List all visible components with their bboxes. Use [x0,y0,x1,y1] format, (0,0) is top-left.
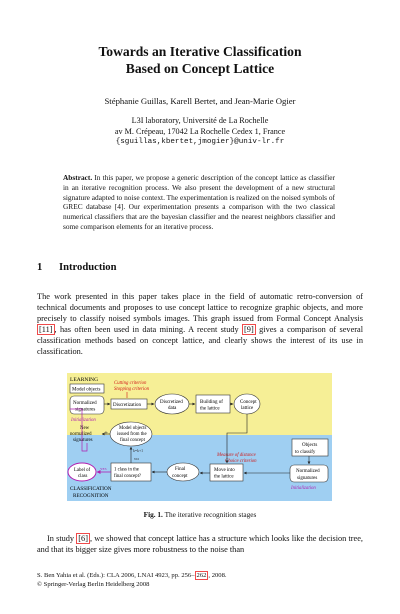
citation-link-9[interactable]: [9] [244,325,254,335]
model-objects-text: Model objects [72,387,101,393]
intro-text-1: The work presented in this paper takes place in the field of automatic retro-conversion of technical documents and proposes to use concept lattice to recognize graphic objects, and more precisely to classify noised symbols images. This graph issued from Formal Concept Analysis [37,292,363,324]
paper-title-line1: Towards an Iterative Classification [98,44,302,59]
classification-label-line2: RECOGNITION [73,493,109,499]
learning-label: LEARNING [70,377,99,383]
footer-year: , 2008. [208,572,227,579]
final-concept-line2: concept [172,474,188,479]
section-title: Introduction [59,262,117,273]
citation-link-11[interactable]: [11] [39,325,53,335]
measure-distance-label: Measure of distance [217,453,256,458]
abstract-text: In this paper, we propose a generic description of the concept lattice as classifier in an iterative recognition process. We also present the development of a new structural signature adapted to noise context. The experimentation is realized on the noised symbols of GREC database [4]. Our experimentation presents a comparison with the two classical numerical classifiers that are the bayesian classifier and the nearest neighbors classifier and some comparison elements for an iterative process. [63,173,335,231]
caption-label: Fig. 1. [143,510,163,519]
affiliation-line2: av M. Crépeau, 17042 La Rochelle Cedex 1, France [114,127,286,136]
normalized-signatures2-line2: signatures [297,476,318,481]
model-objects-issued-line1: Model objects [119,426,147,431]
section-number: 1 [37,262,43,273]
building-lattice-line1: Building of [200,400,223,405]
affiliation-line1: L3I laboratory, Université de La Rochelle [131,116,269,125]
para2-text-1: In study [47,534,77,543]
caption-text: The iterative recognition stages [164,510,257,519]
final-concept-line1: Final [175,467,186,472]
section-heading [37,262,117,273]
normalized-signatures-line2: signatures [75,407,96,413]
label-of-class-line1: Label of [74,468,91,473]
iteration-label: k=k+1 [133,449,143,453]
citation-link-6[interactable]: [6] [78,534,88,543]
plus-sign: + [104,429,108,437]
abstract-label: Abstract. [63,173,93,182]
concept-lattice-line2: lattice [241,406,254,411]
new-signatures-line1: New [80,426,90,431]
para2-text-2: , we showed that concept lattice has a structure which looks like the decision tree, and that its bigger size gives more robustness to the noise than [37,534,363,555]
affiliation-email: {sguillas,kbertet,jmogier}@univ-lr.fr [115,138,285,146]
concept-lattice-line1: Concept [240,400,257,405]
model-objects-issued-line3: final concept [120,438,145,443]
intro-text-3: gives a comparison of several classification methods based on concept lattice, and clearly shows the interest of its use in classification. [37,325,363,357]
cutting-criterion-label: Cutting criterion [114,381,147,386]
normalized-signatures2-line1: Normalized [296,469,320,474]
abstract [63,173,335,232]
label-of-class-line2: class [78,474,88,479]
choice-criterion-label: Choice criterion [225,459,257,464]
new-signatures-line3: signatures [73,438,93,443]
stopping-criterion-label: Stopping criterion [114,387,150,392]
classification-label-line1: CLASSIFICATION [70,486,112,492]
new-signatures-line2: normalized [70,432,92,437]
intro-text-2: , has often been used in data mining. A recent study [54,325,243,335]
normalized-signatures-line1: Normalized [73,401,97,406]
move-into-line1: Move into [214,468,235,473]
initialization-label-2: Initialization [291,486,316,491]
paper-title-line2: Based on Concept Lattice [125,61,275,76]
discretization-text: Discretization [113,403,142,408]
footer-line1 [37,572,227,581]
copyright-footer [37,572,227,590]
footer-proceedings: S. Ben Yahia et al. (Eds.): CLA 2006, LNAI 4923, pp. 256– [37,572,195,579]
objects-to-classify-line1: Objects [302,443,318,448]
discretized-data-line1: Discretized [160,400,183,405]
intro-paragraph [37,291,363,358]
one-class-line1: 1 class in the [114,467,139,473]
model-objects-issued-line2: issued from the [117,432,147,437]
no-label: NO [134,457,140,461]
footer-line2: © Springer-Verlag Berlin Heidelberg 2008 [37,580,150,588]
paragraph-2 [37,533,363,555]
yes-label: YES [100,467,107,471]
footer-page-link[interactable]: 262 [196,572,207,579]
one-class-line2: final concept? [114,474,142,479]
building-lattice-line2: the lattice [200,406,220,412]
objects-to-classify-line2: to classify [295,450,316,455]
iterative-recognition-diagram [67,373,332,501]
move-into-line2: the lattice [214,474,234,480]
authors: Stéphanie Guillas, Karell Bertet, and Jean-Marie Ogier [104,96,296,106]
discretized-data-line2: data [168,406,177,411]
figure-caption [0,510,400,519]
initialization-label-1: Initialization [71,418,96,423]
